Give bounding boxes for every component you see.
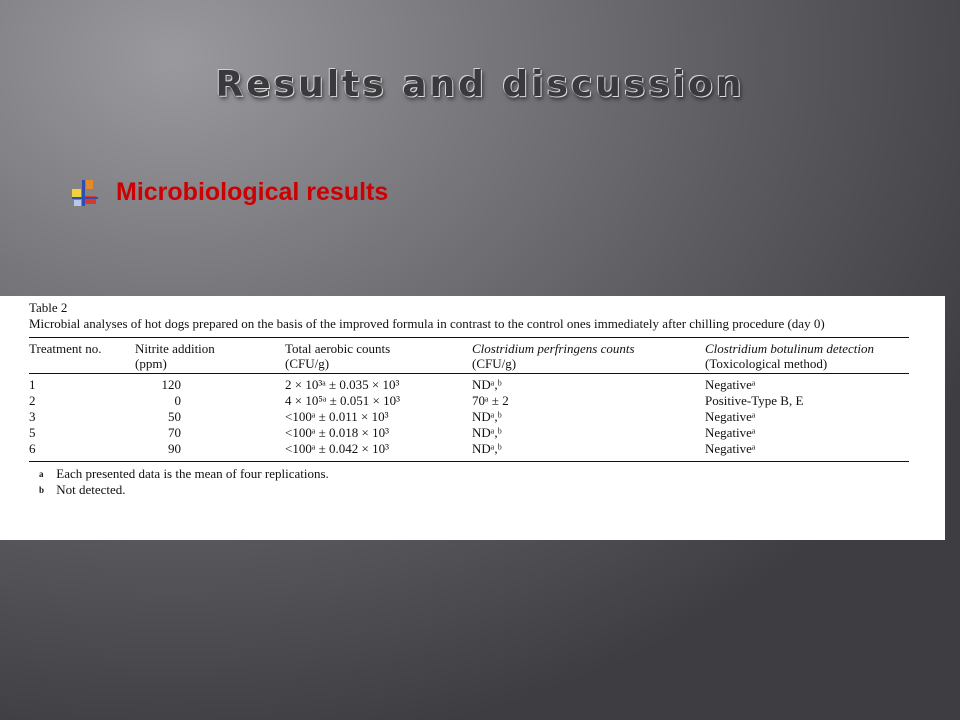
- cell-aerobic: 2 × 10³ᵃ ± 0.035 × 10³: [285, 377, 400, 392]
- footnote-text: Not detected.: [56, 482, 126, 497]
- table-row: [29, 409, 909, 425]
- cell-nitrite: 90: [135, 441, 285, 462]
- cell-no: 3: [29, 409, 36, 424]
- header-botulinum: Clostridium botulinum detection (Toxicological method): [705, 338, 909, 374]
- cell-botulinum: Negativeᵃ: [705, 425, 756, 440]
- header-treatment: Treatment no.: [29, 338, 135, 374]
- footnote-text: Each presented data is the mean of four replications.: [56, 466, 329, 481]
- cell-nitrite: 50: [168, 409, 181, 424]
- table-row: [29, 441, 909, 462]
- header-perfringens: Clostridium perfringens counts (CFU/g): [472, 338, 705, 374]
- cell-nitrite: 0: [174, 393, 181, 408]
- cell-perfringens: NDᵃ,ᵇ: [472, 441, 705, 462]
- table-footnotes: [29, 466, 919, 498]
- cell-aerobic: <100ᵃ ± 0.018 × 10³: [285, 425, 389, 440]
- table-caption: Microbial analyses of hot dogs prepared on the basis of the improved formula in contrast to the control ones immediately after chilling procedure (day 0): [29, 316, 825, 331]
- header-aerobic: Total aerobic counts (CFU/g): [285, 338, 472, 374]
- footnote-mark: b: [39, 485, 45, 495]
- cell-botulinum: Negativeᵃ: [705, 377, 756, 392]
- footnote-item: [29, 466, 919, 482]
- cell-aerobic: <100ᵃ ± 0.042 × 10³: [285, 441, 472, 462]
- cell-perfringens: 70ᵃ ± 2: [472, 393, 509, 408]
- table-label: Table 2: [29, 300, 68, 315]
- cell-no: 6: [29, 441, 135, 462]
- table-figure: [0, 296, 945, 540]
- cell-aerobic: <100ᵃ ± 0.011 × 10³: [285, 409, 389, 424]
- footnote-item: [29, 482, 919, 498]
- cell-botulinum: Negativeᵃ: [705, 441, 909, 462]
- data-table: [29, 337, 909, 462]
- cell-perfringens: NDᵃ,ᵇ: [472, 425, 502, 440]
- cell-aerobic: 4 × 10⁵ᵃ ± 0.051 × 10³: [285, 393, 401, 408]
- cell-no: 1: [29, 377, 36, 392]
- table-row: [29, 374, 909, 394]
- cell-nitrite: 70: [168, 425, 181, 440]
- cell-perfringens: NDᵃ,ᵇ: [472, 377, 502, 392]
- cell-botulinum: Negativeᵃ: [705, 409, 756, 424]
- cell-nitrite: 120: [161, 377, 181, 392]
- bullet-item: [72, 178, 388, 207]
- table-row: [29, 425, 909, 441]
- footnote-mark: a: [39, 469, 44, 479]
- slide-title: Results and discussion: [215, 64, 745, 105]
- cell-no: 5: [29, 425, 36, 440]
- cell-no: 2: [29, 393, 36, 408]
- bullet-icon: [72, 180, 98, 206]
- cell-perfringens: NDᵃ,ᵇ: [472, 409, 502, 424]
- cell-botulinum: Positive-Type B, E: [705, 393, 804, 408]
- header-nitrite: Nitrite addition (ppm): [135, 338, 285, 374]
- table-row: [29, 393, 909, 409]
- bullet-text: Microbiological results: [116, 178, 389, 206]
